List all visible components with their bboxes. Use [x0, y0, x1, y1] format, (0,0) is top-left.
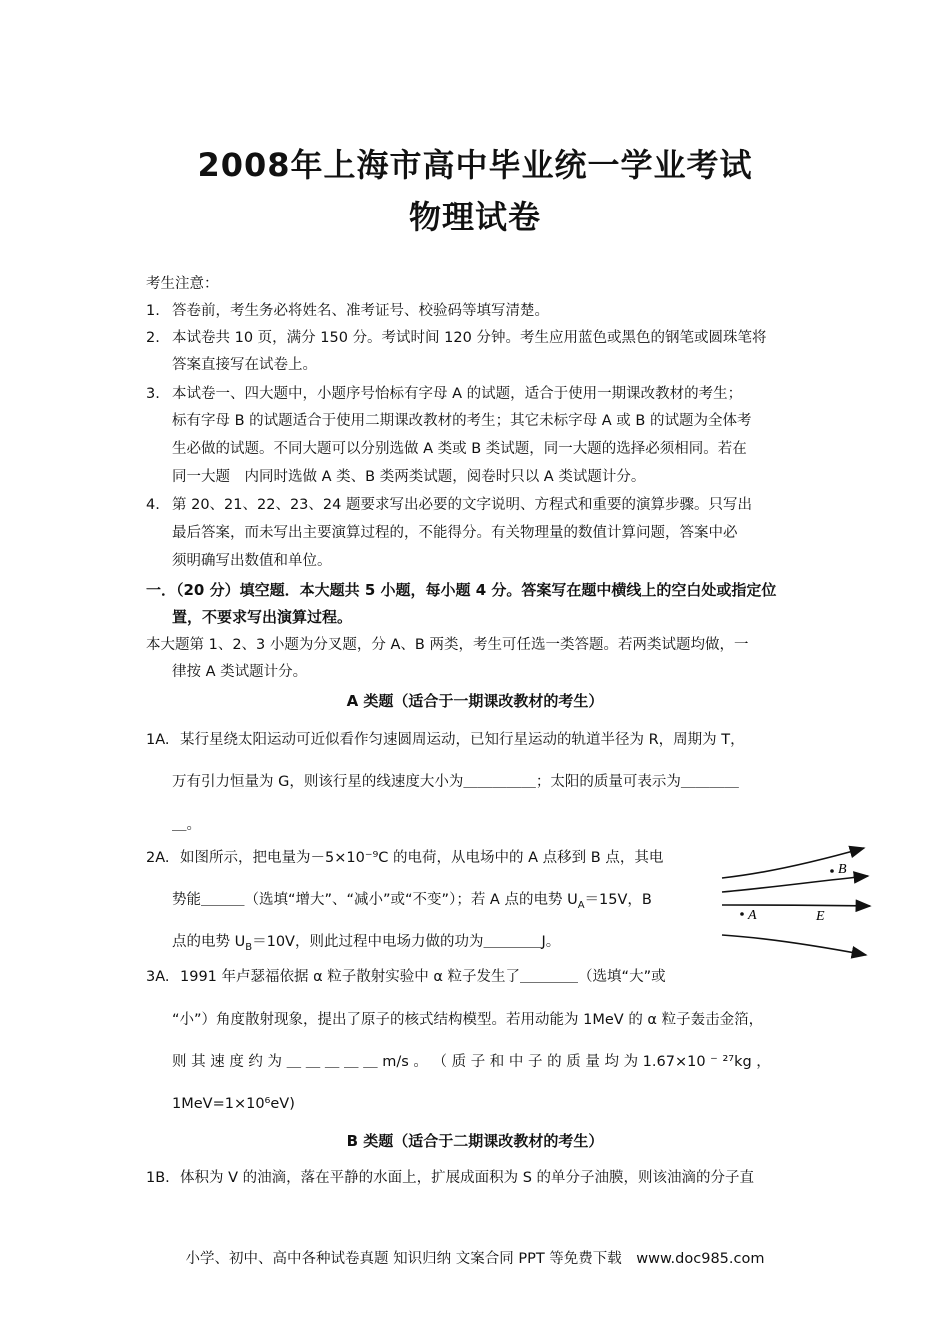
question-text-part: ＝10V，则此过程中电场力做的功为＿＿＿＿J。: [252, 934, 561, 950]
exam-title: 2008年上海市高中毕业统一学业考试: [197, 146, 753, 184]
exam-subtitle: 物理试卷: [408, 198, 541, 236]
question-number: 1A.: [146, 732, 170, 748]
label-b: B: [838, 862, 847, 877]
question-text: 万有引力恒量为 G，则该行星的线速度大小为＿＿＿＿＿；太阳的质量可表示为＿＿＿＿: [172, 774, 739, 790]
field-line: [722, 935, 866, 955]
question-text: [172, 932, 560, 958]
question-text: 某行星绕太阳运动可近似看作匀速圆周运动，已知行星运动的轨道半径为 R，周期为 T，: [180, 732, 745, 748]
question-text: 1MeV=1×10⁶eV): [172, 1096, 295, 1112]
section-intro: 本大题第 1、2、3 小题为分叉题，分 A、B 两类，考生可任选一类答题。若两类试题均做，一: [146, 637, 749, 653]
notice-item-line: 最后答案，而未写出主要演算过程的，不能得分。有关物理量的数值计算问题，答案中必: [172, 525, 738, 541]
notice-item-number: 2.: [146, 330, 160, 346]
notice-item-line: 标有字母 B 的试题适合于使用二期课改教材的考生；其它未标字母 A 或 B 的试题为全体考: [172, 413, 752, 429]
question-text-part: 点的电势 U: [172, 934, 246, 950]
label-a: A: [748, 908, 757, 923]
section-heading-cont: 置，不要求写出演算过程。: [172, 608, 353, 626]
page-footer: 小学、初中、高中各种试卷真题 知识归纳 文案合同 PPT 等免费下载 www.doc985.com: [185, 1251, 765, 1267]
section-intro-cont: 律按 A 类试题计分。: [172, 664, 308, 680]
notice-item-line: 第 20、21、22、23、24 题要求写出必要的文字说明、方程式和重要的演算步骤。只写出: [172, 497, 752, 513]
notice-item-line: 答卷前，考生务必将姓名、准考证号、校验码等填写清楚。: [172, 303, 549, 319]
field-line: [722, 905, 870, 906]
subscript: A: [577, 899, 585, 911]
question-text: [172, 890, 652, 916]
notice-item-line: 生必做的试题。不同大题可以分别选做 A 类或 B 类试题，同一大题的选择必须相同。若在: [172, 441, 747, 457]
question-text: 1991 年卢瑟福依据 α 粒子散射实验中 α 粒子发生了＿＿＿＿（选填“大”或: [180, 969, 666, 985]
question-text-part: ＝15V，B: [584, 892, 652, 908]
notice-item-line: 同一大题 内同时选做 A 类、B 类两类试题，阅卷时只以 A 类试题计分。: [172, 469, 646, 485]
question-text: 如图所示，把电量为－5×10⁻⁹C 的电荷，从电场中的 A 点移到 B 点，其电: [180, 850, 664, 866]
field-line: [722, 876, 868, 892]
question-text: “小”）角度散射现象，提出了原子的核式结构模型。若用动能为 1MeV 的 α 粒子轰击金箔，: [172, 1012, 764, 1028]
notice-item-number: 1.: [146, 303, 160, 319]
subscript: B: [245, 941, 253, 953]
section-heading: 一．（20 分）填空题．本大题共 5 小题，每小题 4 分。答案写在题中横线上的空白处或指定位: [146, 581, 777, 599]
point-a: [740, 912, 744, 916]
question-number: 3A.: [146, 969, 170, 985]
notice-item-line: 本试卷共 10 页，满分 150 分。考试时间 120 分钟。考生应用蓝色或黑色的钢笔或圆珠笔将: [172, 330, 767, 346]
notice-item-number: 3.: [146, 386, 160, 402]
notice-item-line: 答案直接写在试卷上。: [172, 357, 317, 373]
notice-item-line: 本试卷一、四大题中，小题序号怡标有字母 A 的试题，适合于使用一期课改教材的考生；: [172, 386, 743, 402]
question-text: 体积为 V 的油滴，落在平静的水面上，扩展成面积为 S 的单分子油膜，则该油滴的分子直: [180, 1170, 755, 1186]
point-b: [830, 869, 834, 873]
question-text: ＿。: [172, 817, 201, 833]
notice-heading: 考生注意：: [146, 276, 219, 292]
notice-item-number: 4.: [146, 497, 160, 513]
category-b-heading: B 类题（适合于二期课改教材的考生）: [346, 1132, 604, 1150]
category-a-heading: A 类题（适合于一期课改教材的考生）: [346, 692, 604, 710]
electric-field-diagram: [718, 843, 878, 965]
notice-item-line: 须明确写出数值和单位。: [172, 553, 332, 569]
question-text: 则 其 速 度 约 为 ＿ ＿ ＿ ＿ ＿ m/s 。 （ 质 子 和 中 子 的 质 量 均 为 1.67×10 ⁻ ²⁷kg ，: [172, 1054, 771, 1070]
question-text-part: 势能＿＿＿（选填“增大”、“减小”或“不变”）；若 A 点的电势 U: [172, 892, 578, 908]
question-number: 1B.: [146, 1170, 170, 1186]
question-number: 2A.: [146, 850, 170, 866]
label-e: E: [816, 909, 825, 924]
